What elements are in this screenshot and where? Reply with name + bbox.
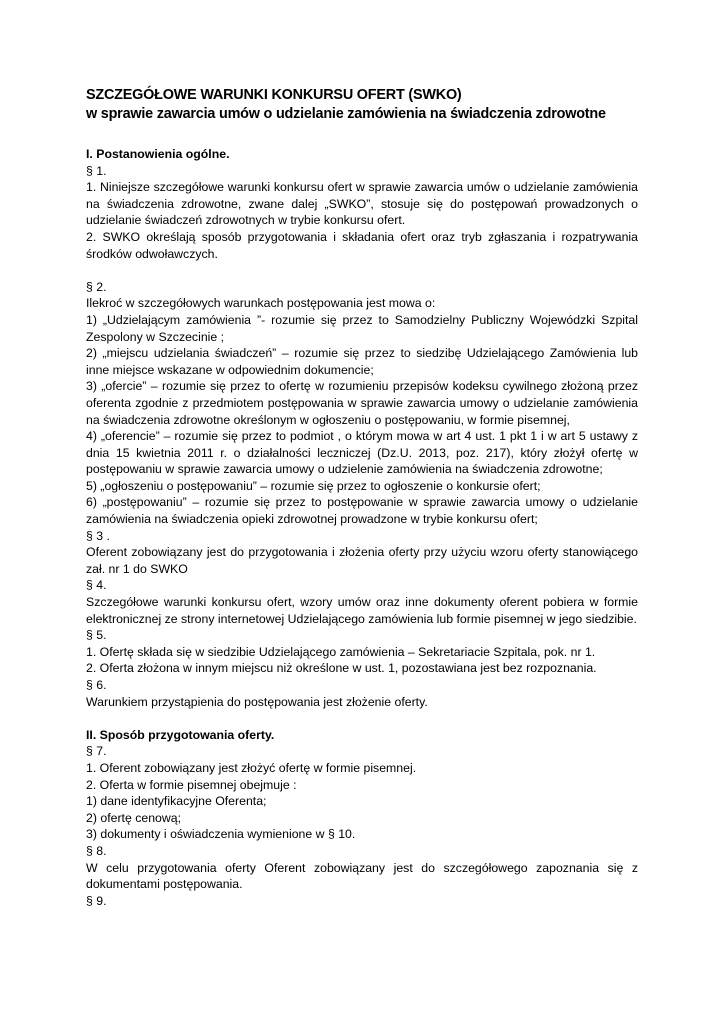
paragraph-text: Szczegółowe warunki konkursu ofert, wzory umów oraz inne dokumenty oferent pobiera w formie elektronicznej ze strony internetowej Udzielającego zamówienia lub formie pisemnej w jego siedzibie.	[86, 595, 638, 626]
list-item: 1) dane identyfikacyjne Oferenta;	[86, 794, 267, 809]
section-heading-offer-preparation: II. Sposób przygotowania oferty.	[86, 727, 275, 742]
definition-item: 4) „oferencie” – rozumie się przez to podmiot , o którym mowa w art 4 ust. 1 pkt 1 i w art 5 ustawy z dnia 15 kwietnia 2011 r. o działalności leczniczej (Dz.U. 2013, poz. 217), który złożył ofertę w postępowaniu w sprawie zawarcia umowy o udzielenie zamówienia na świadczenia zdrowotne;	[86, 429, 638, 477]
paragraph-number: § 8.	[86, 843, 107, 858]
paragraph-number: § 5.	[86, 628, 107, 643]
paragraph-number: § 2.	[86, 279, 107, 294]
definition-item: 2) „miejscu udzielania świadczeń” – rozumie się przez to siedzibę Udzielającego Zamówienia lub inne miejsce wskazane w odpowiednim dokumencie;	[86, 346, 638, 377]
spacer	[86, 710, 638, 727]
paragraph-number: § 9.	[86, 893, 107, 908]
document-subtitle: w sprawie zawarcia umów o udzielanie zamówienia na świadczenia zdrowotne	[86, 106, 606, 122]
list-item: 3) dokumenty i oświadczenia wymienione w § 10.	[86, 827, 356, 842]
paragraph-text: 2. Oferta złożona w innym miejscu niż określone w ust. 1, pozostawiana jest bez rozpoznania.	[86, 661, 597, 676]
paragraph-number: § 6.	[86, 678, 107, 692]
paragraph-number: § 3 .	[86, 528, 110, 543]
spacer	[86, 262, 638, 279]
definition-item: 3) „ofercie” – rozumie się przez to ofertę w rozumieniu przepisów kodeksu cywilnego złożoną przez oferenta zgodnie z przedmiotem postępowania w sprawie zawarcia umowy o udzielanie zamówienia na świadczenia zdrowotne określonym w ogłoszeniu o postępowaniu, w formie pisemnej,	[86, 379, 638, 427]
paragraph-text: 1. Oferent zobowiązany jest złożyć ofertę w formie pisemnej.	[86, 760, 417, 775]
definition-item: 6) „postępowaniu” – rozumie się przez to postępowanie w sprawie zawarcia umowy o udzielanie zamówienia na świadczenia opieki zdrowotnej prowadzone w trybie konkursu ofert;	[86, 495, 638, 527]
definition-item: 1) „Udzielającym zamówienia ”- rozumie się przez to Samodzielny Publiczny Wojewódzki Szpital Zespolony w Szczecinie ;	[86, 312, 638, 344]
paragraph-number: § 7.	[86, 744, 107, 759]
paragraph-text: 1. Niniejsze szczegółowe warunki konkursu ofert w sprawie zawarcia umów o udzielanie zamówienia na świadczenia zdrowotne, zwane dalej „SWKO”, stosuje się do postępowań prowadzonych o udzielanie świadczeń zdrowotnych w trybie konkursu ofert.	[86, 180, 638, 228]
paragraph-text: 2. SWKO określają sposób przygotowania i składania ofert oraz tryb zgłaszania i rozpatrywania środków odwoławczych.	[86, 229, 638, 261]
paragraph-text: Ilekroć w szczegółowych warunkach postępowania jest mowa o:	[86, 296, 436, 311]
paragraph-number: § 1.	[86, 163, 107, 178]
section-heading-general: I. Postanowienia ogólne.	[86, 147, 230, 161]
paragraph-number: § 4.	[86, 578, 107, 593]
document-body	[86, 86, 638, 909]
paragraph-text: 1. Ofertę składa się w siedzibie Udzielającego zamówienia – Sekretariacie Szpitala, pok. nr 1.	[86, 644, 596, 659]
paragraph-text: 2. Oferta w formie pisemnej obejmuje :	[86, 777, 297, 792]
document-title: SZCZEGÓŁOWE WARUNKI KONKURSU OFERT (SWKO)	[86, 87, 462, 103]
paragraph-text: Warunkiem przystąpienia do postępowania jest złożenie oferty.	[86, 694, 428, 709]
paragraph-text: W celu przygotowania oferty Oferent zobowiązany jest do szczegółowego zapoznania się z dokumentami postępowania.	[86, 860, 638, 892]
definition-item: 5) „ogłoszeniu o postępowaniu” – rozumie się przez to ogłoszenie o konkursie ofert;	[86, 478, 541, 493]
paragraph-text: Oferent zobowiązany jest do przygotowania i złożenia oferty przy użyciu wzoru oferty stanowiącego zał. nr 1 do SWKO	[86, 545, 638, 576]
list-item: 2) ofertę cenową;	[86, 810, 182, 825]
